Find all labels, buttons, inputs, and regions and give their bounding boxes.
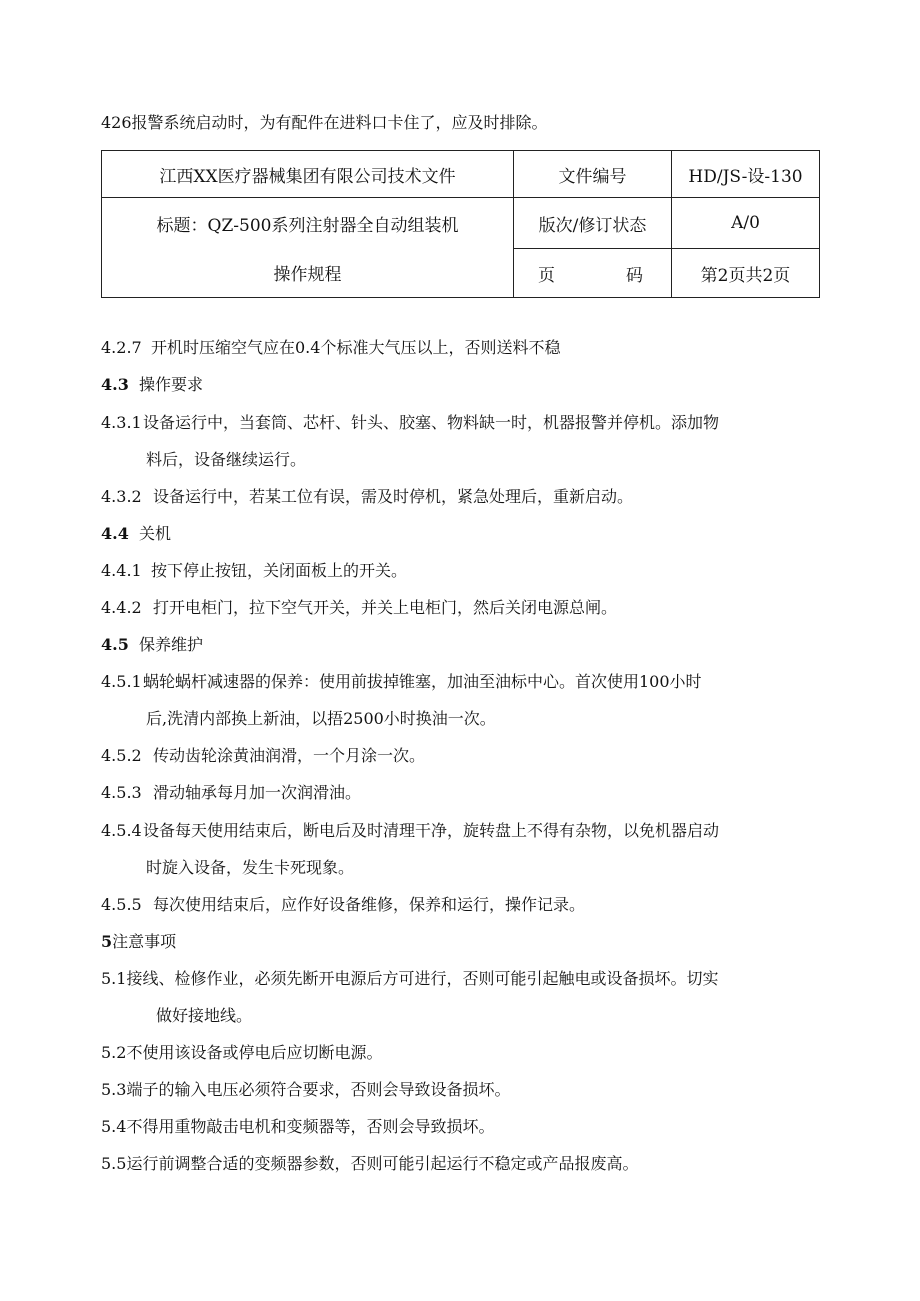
list-item: 5.2不使用该设备或停电后应切断电源。 [101, 1043, 383, 1062]
list-item: 4.3.2 设备运行中，若某工位有误，需及时停机，紧急处理后，重新启动。 [101, 487, 634, 506]
section-heading: 4.5 保养维护 [101, 635, 204, 654]
page-label-a: 页 [538, 265, 555, 286]
doc-title: 标题：QZ-500系列注射器全自动组装机 [102, 198, 514, 249]
list-item: 4.4.2 打开电柜门，拉下空气开关，并关上电柜门，然后关闭电源总闸。 [101, 598, 618, 617]
section-heading: 4.3 操作要求 [101, 375, 204, 394]
page-value: 第2页共2页 [672, 249, 820, 298]
list-item: 4.3.1设备运行中，当套筒、芯杆、针头、胶塞、物料缺一时，机器报警并停机。添加物 [101, 413, 720, 432]
list-item: 5.1接线、检修作业，必须先断开电源后方可进行，否则可能引起触电或设备损坏。切实 [101, 969, 719, 988]
doc-no-label: 文件编号 [514, 151, 672, 198]
list-item: 4.5.1蜗轮蜗杆减速器的保养：使用前拔掉锥塞，加油至油标中心。首次使用100小时 [101, 672, 702, 691]
page-label-cell [514, 249, 672, 298]
list-item-continuation: 做好接地线。 [156, 1006, 253, 1025]
list-item-continuation: 时旋入设备，发生卡死现象。 [146, 858, 355, 877]
section-heading: 4.4 关机 [101, 524, 172, 543]
list-item: 5.3端子的输入电压必须符合要求，否则会导致设备损坏。 [101, 1080, 511, 1099]
list-item: 4.5.2 传动齿轮涂黄油润滑，一个月涂一次。 [101, 746, 426, 765]
list-item-continuation: 料后，设备继续运行。 [146, 450, 307, 469]
doc-no-value: HD/JS-设-130 [672, 151, 820, 198]
list-item: 4.5.4设备每天使用结束后，断电后及时清理干净，旋转盘上不得有杂物，以免机器启动 [101, 821, 720, 840]
doc-title-line2: 操作规程 [102, 249, 514, 298]
list-item: 5.4不得用重物敲击电机和变频器等，否则会导致损坏。 [101, 1117, 495, 1136]
document-header-table [101, 150, 820, 298]
section-heading: 5注意事项 [101, 932, 177, 951]
version-value: A/0 [672, 198, 820, 249]
company-name: 江西XX医疗器械集团有限公司技术文件 [102, 151, 514, 198]
list-item-continuation: 后,洗清内部换上新油，以捂2500小时换油一次。 [146, 709, 496, 728]
list-item: 4.2.7 开机时压缩空气应在0.4个标准大气压以上，否则送料不稳 [101, 338, 561, 357]
list-item: 4.5.3 滑动轴承每月加一次润滑油。 [101, 783, 362, 802]
list-item: 4.4.1 按下停止按钮，关闭面板上的开关。 [101, 561, 408, 580]
list-item: 4.5.5 每次使用结束后，应作好设备维修，保养和运行，操作记录。 [101, 895, 586, 914]
list-item: 5.5运行前调整合适的变频器参数，否则可能引起运行不稳定或产品报废高。 [101, 1154, 639, 1173]
version-label: 版次/修订状态 [514, 198, 672, 249]
page-label-b: 码 [626, 265, 643, 286]
top-line: 426报警系统启动时，为有配件在进料口卡住了，应及时排除。 [101, 113, 548, 132]
